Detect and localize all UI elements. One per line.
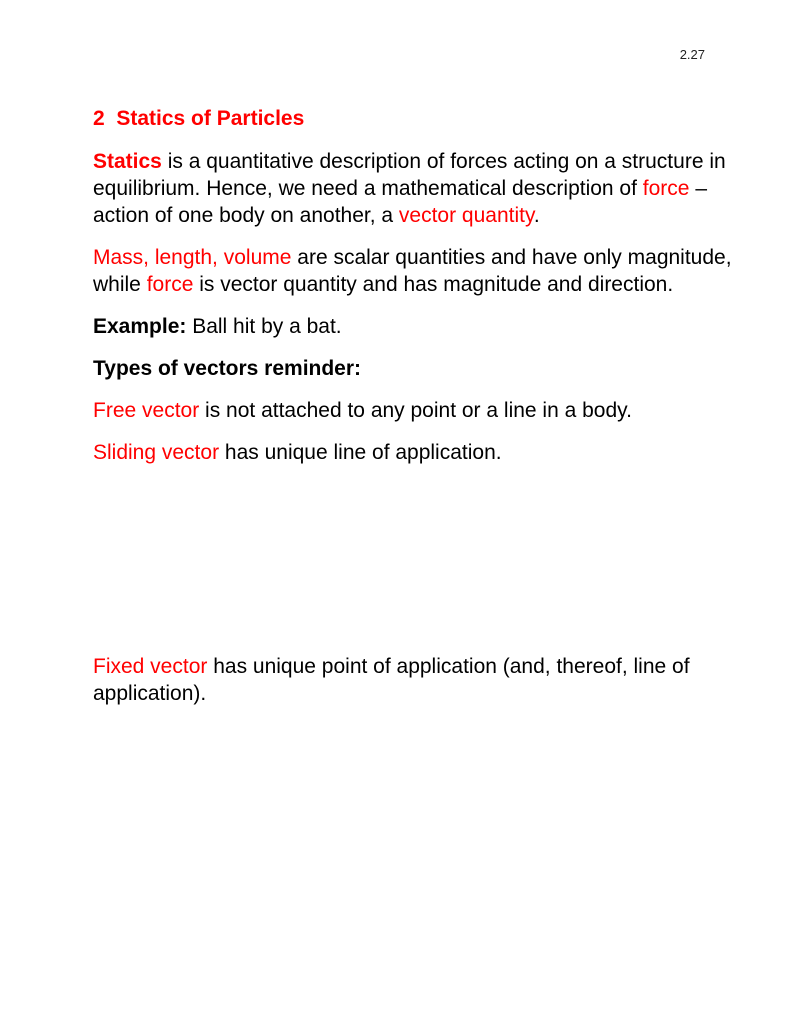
fixed-vector-paragraph (93, 653, 733, 707)
vector-text: is vector quantity and has magnitude and direction. (193, 273, 674, 296)
sliding-vector-text: has unique line of application. (219, 441, 502, 464)
scalar-text: are scalar quantities and have only magnitude, while (93, 246, 732, 296)
force-definition-text: – action of one body on another, a (93, 177, 707, 227)
sliding-vector-paragraph (93, 439, 733, 466)
term-fixed-vector: Fixed vector (93, 655, 208, 678)
term-free-vector: Free vector (93, 399, 200, 422)
blank-space (93, 481, 733, 653)
free-vector-text: is not attached to any point or a line in a body. (199, 399, 632, 422)
page-number: 2.27 (679, 47, 705, 62)
types-of-vectors-heading: Types of vectors reminder: (93, 357, 362, 380)
term-force-2: force (146, 273, 194, 296)
example-paragraph (93, 313, 733, 340)
section-title: Statics of Particles (116, 107, 305, 130)
sentence-end: . (533, 204, 540, 227)
statics-definition-paragraph (93, 148, 733, 229)
example-text: Ball hit by a bat. (186, 315, 342, 338)
term-vector-quantity: vector quantity (398, 204, 534, 227)
fixed-vector-text: has unique point of application (and, thereof, line of application). (93, 655, 690, 705)
term-statics: Statics (93, 150, 162, 173)
section-heading (93, 105, 733, 132)
document-body (93, 105, 733, 722)
term-mass-length-volume: Mass, length, volume (93, 246, 292, 269)
scalar-vs-vector-paragraph (93, 244, 733, 298)
term-force: force (642, 177, 690, 200)
section-number: 2 (93, 107, 105, 130)
example-label: Example: (93, 315, 187, 338)
statics-definition-text: is a quantitative description of forces acting on a structure in equilibrium. Hence, we need a mathematical description of (93, 150, 726, 200)
free-vector-paragraph (93, 397, 733, 424)
term-sliding-vector: Sliding vector (93, 441, 220, 464)
